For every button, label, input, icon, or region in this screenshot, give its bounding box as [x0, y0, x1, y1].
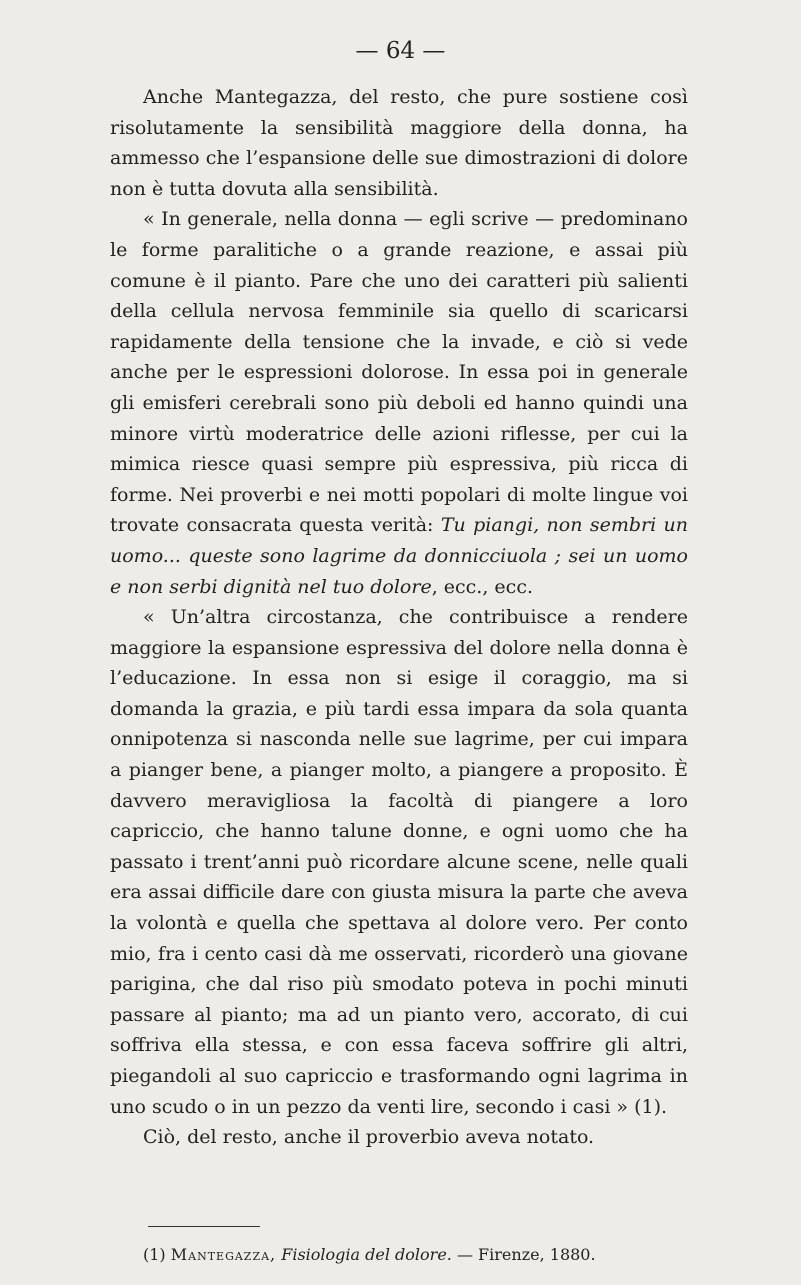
footnote-divider [148, 1226, 260, 1227]
proverb-quote: Tu piangi, non sembri un uomo... queste sono lagrime da donnicciuola ; sei un uomo e non serbi dignità nel tuo dolore [110, 514, 688, 598]
footnote-marker: (1) [143, 1245, 171, 1264]
paragraph-2-end: , ecc., ecc. [431, 575, 533, 598]
footnote-author: Mantegazza, [170, 1245, 277, 1264]
paragraph-2 [110, 204, 688, 602]
footnote [143, 1245, 703, 1264]
paragraph-2-text: « In generale, nella donna — egli scrive — predominano le forme paralitiche o a grande reazione, e assai più comune è il pianto. Pare che uno dei caratteri più salienti della cellula nervosa femminile sia quello di scaricarsi rapidamente della tensione che la invade, e ciò si vede anche per le espressioni dolorose. In essa poi in generale gli emisferi cerebrali sono più deboli ed hanno quindi una minore virtù moderatrice delle azioni riflesse, per cui la mimica riesce quasi sempre più espressiva, più ricca di forme. Nei proverbi e nei motti popolari di molte lingue voi trovate consacrata questa verità: [110, 208, 688, 537]
page-number: — 64 — [355, 38, 446, 64]
footnote-title: Fisiologia del dolore. [281, 1245, 452, 1264]
page-body [110, 82, 688, 1153]
paragraph-1: Anche Mantegazza, del resto, che pure sostiene così risolutamente la sensibilità maggiore della donna, ha ammesso che l’espansione delle sue dimostrazioni di dolore non è tutta dovuta alla sensibilità. [110, 86, 688, 200]
paragraph-3: « Un’altra circostanza, che contribuisce a rendere maggiore la espansione espressiva del dolore nella donna è l’educazione. In essa non si esige il coraggio, ma si domanda la grazia, e più tardi essa impara da sola quanta onnipotenza si nasconda nelle sue lagrime, per cui impara a pianger bene, a pianger molto, a piangere a proposito. È davvero meravigliosa la facoltà di piangere a loro capriccio, che hanno talune donne, e ogni uomo che ha passato i trent’anni può ricordare alcune scene, nelle quali era assai difficile dare con giusta misura la parte che aveva la volontà e quella che spettava al dolore vero. Per conto mio, fra i cento casi dà me osservati, ricorderò una giovane parigina, che dal riso più smodato poteva in pochi minuti passare al pianto; ma ad un pianto vero, accorato, di cui soffriva ella stessa, e con essa faceva soffrire gli altri, piegandoli al suo capriccio e trasformando ogni lagrima in uno scudo o in un pezzo da venti lire, secondo i casi » (1). [110, 606, 688, 1118]
footnote-publication: — Firenze, 1880. [451, 1245, 596, 1264]
paragraph-4: Ciò, del resto, anche il proverbio aveva notato. [143, 1126, 595, 1149]
